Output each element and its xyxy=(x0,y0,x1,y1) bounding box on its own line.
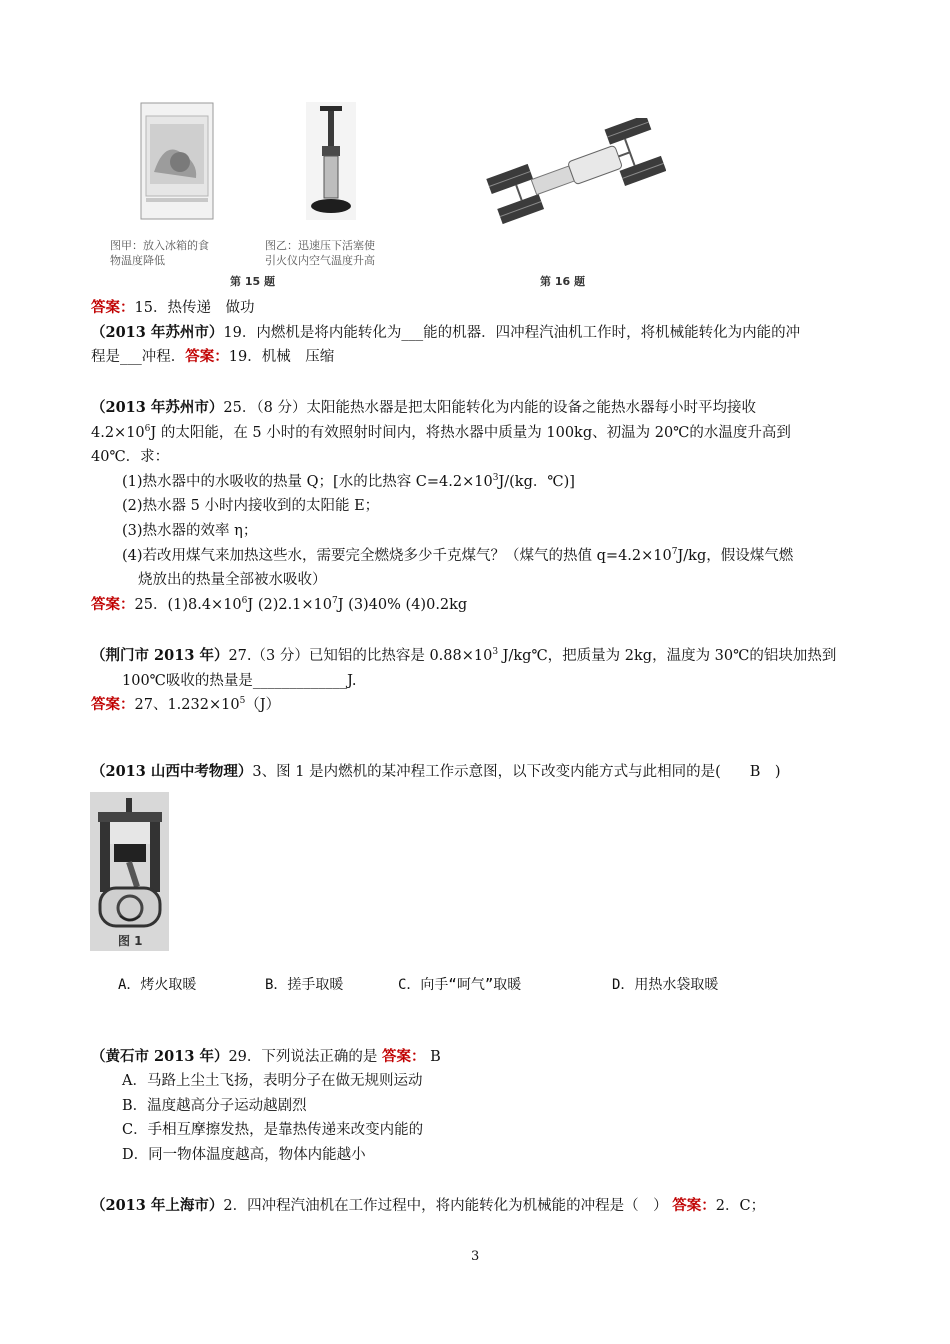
q3-option-c: C．向手“呵气”取暖 xyxy=(398,977,522,993)
q25-line1 xyxy=(91,398,756,418)
answer-label: 答案： xyxy=(672,1197,716,1214)
page-number: 3 xyxy=(471,1249,480,1264)
answer-label: 答案： xyxy=(91,696,135,713)
answer-label: 答案： xyxy=(91,299,135,316)
question-text: 3、图 1 是内燃机的某冲程工作示意图，以下改变内能方式与此相同的是( B ) xyxy=(252,764,781,780)
fridge-image xyxy=(140,102,214,220)
q25-line2: $4.2\times 10^6J$ 的太阳能，在 5 小时的有效照射时间内，将热水器中质量为 100kg、初温为 20℃的水温度升高到 xyxy=(91,424,791,441)
question-text: 程是___冲程． xyxy=(91,349,186,365)
answer-label: 答案： xyxy=(382,1048,426,1065)
q19-line1 xyxy=(91,323,800,343)
space-station-image xyxy=(486,118,666,230)
q29-option-b: B．温度越高分子运动越剧烈 xyxy=(122,1098,307,1114)
q3-option-d: D．用热水袋取暖 xyxy=(612,977,719,993)
question-text: 2．四冲程汽油机在工作过程中，将内能转化为机械能的冲程是（ ） xyxy=(223,1198,668,1214)
q29-option-c: C．手相互摩擦发热，是靠热传递来改变内能的 xyxy=(122,1122,424,1138)
fig15-label: 第 15 题 xyxy=(230,275,275,288)
q3-line1 xyxy=(91,762,781,782)
answer-text: 2．C； xyxy=(715,1198,766,1214)
question-source: （2013 年上海市） xyxy=(91,1197,224,1214)
question-source: （2013 年苏州市） xyxy=(91,324,224,341)
answer-text: 15．热传递 做功 xyxy=(134,300,255,316)
question-source: （荆门市 2013 年） xyxy=(91,647,229,664)
fig15-caption-a: 图甲：放入冰箱的食 物温度降低 xyxy=(110,239,209,267)
question-text: 19．内燃机是将内能转化为___能的机器．四冲程汽油机工作时，将机械能转化为内能的冲 xyxy=(223,325,801,341)
q29-line1 xyxy=(91,1047,441,1067)
question-source: （2013 年苏州市） xyxy=(91,399,224,416)
figure-16-panel xyxy=(486,118,666,293)
q25-line3: 40℃．求： xyxy=(91,449,170,465)
q25-sub4: (4)若改用煤气来加热这些水，需要完全燃烧多少千克煤气？（煤气的热值 $q=4.2\times 10^7J/kg$，假设煤气燃 xyxy=(122,547,794,564)
q25-sub4-line2: 烧放出的热量全部被水吸收） xyxy=(138,572,327,588)
q2-line1 xyxy=(91,1196,765,1216)
answer-label: 答案： xyxy=(185,348,229,365)
q15-answer-line xyxy=(91,298,254,318)
q29-option-d: D．同一物体温度越高，物体内能越小 xyxy=(122,1147,366,1163)
question-source: （2013 山西中考物理） xyxy=(91,763,253,780)
fig15-caption-b: 图乙：迅速压下活塞使 引火仪内空气温度升高 xyxy=(265,239,375,267)
figure-15-panel xyxy=(88,92,423,292)
answer-text: B xyxy=(430,1049,441,1065)
q3-option-a: A．烤火取暖 xyxy=(118,977,197,993)
q3-option-b: B．搓手取暖 xyxy=(265,977,344,993)
q29-option-a: A．马路上尘土飞扬，表明分子在做无规则运动 xyxy=(122,1073,423,1089)
question-text: 29．下列说法正确的是 xyxy=(228,1049,378,1065)
fire-syringe-image xyxy=(306,102,356,220)
q25-sub1: (1)热水器中的水吸收的热量 Q；[水的比热容 $C=4.2\times 10^3J/(kg$．℃)] xyxy=(122,473,575,490)
q25-answer-line: 答案：25．$(1)8.4\times 10^6J$ $(2)2.1\times 10^7J$ (3)40% (4)0.2kg xyxy=(91,596,468,613)
q27-answer-line: 答案：27、$1.232\times 10^5(J)$ xyxy=(91,696,281,713)
engine-diagram-image xyxy=(90,792,169,951)
question-text: 25．（8 分）太阳能热水器是把太阳能转化为内能的设备之能热水器每小时平均接收 xyxy=(223,400,756,416)
answer-label: 答案： xyxy=(91,596,135,613)
q27-line2: 100℃吸收的热量是_____________J. xyxy=(122,673,357,689)
q27-line1: （荆门市 2013 年）27.（3 分）已知铝的比热容是 $0.88\times 10^3$ J/kg℃，把质量为 2kg，温度为 30℃的铝块加热到 xyxy=(91,647,837,664)
engine-figure xyxy=(90,792,169,951)
q25-sub2: (2)热水器 5 小时内接收到的太阳能 E； xyxy=(122,498,380,514)
fig16-label: 第 16 题 xyxy=(540,275,585,288)
q19-line2 xyxy=(91,347,334,367)
answer-text: 19．机械 压缩 xyxy=(228,349,335,365)
q25-sub3: (3)热水器的效率 η； xyxy=(122,523,258,539)
question-source: （黄石市 2013 年） xyxy=(91,1048,229,1065)
fig1-label: 图 1 xyxy=(118,934,143,948)
